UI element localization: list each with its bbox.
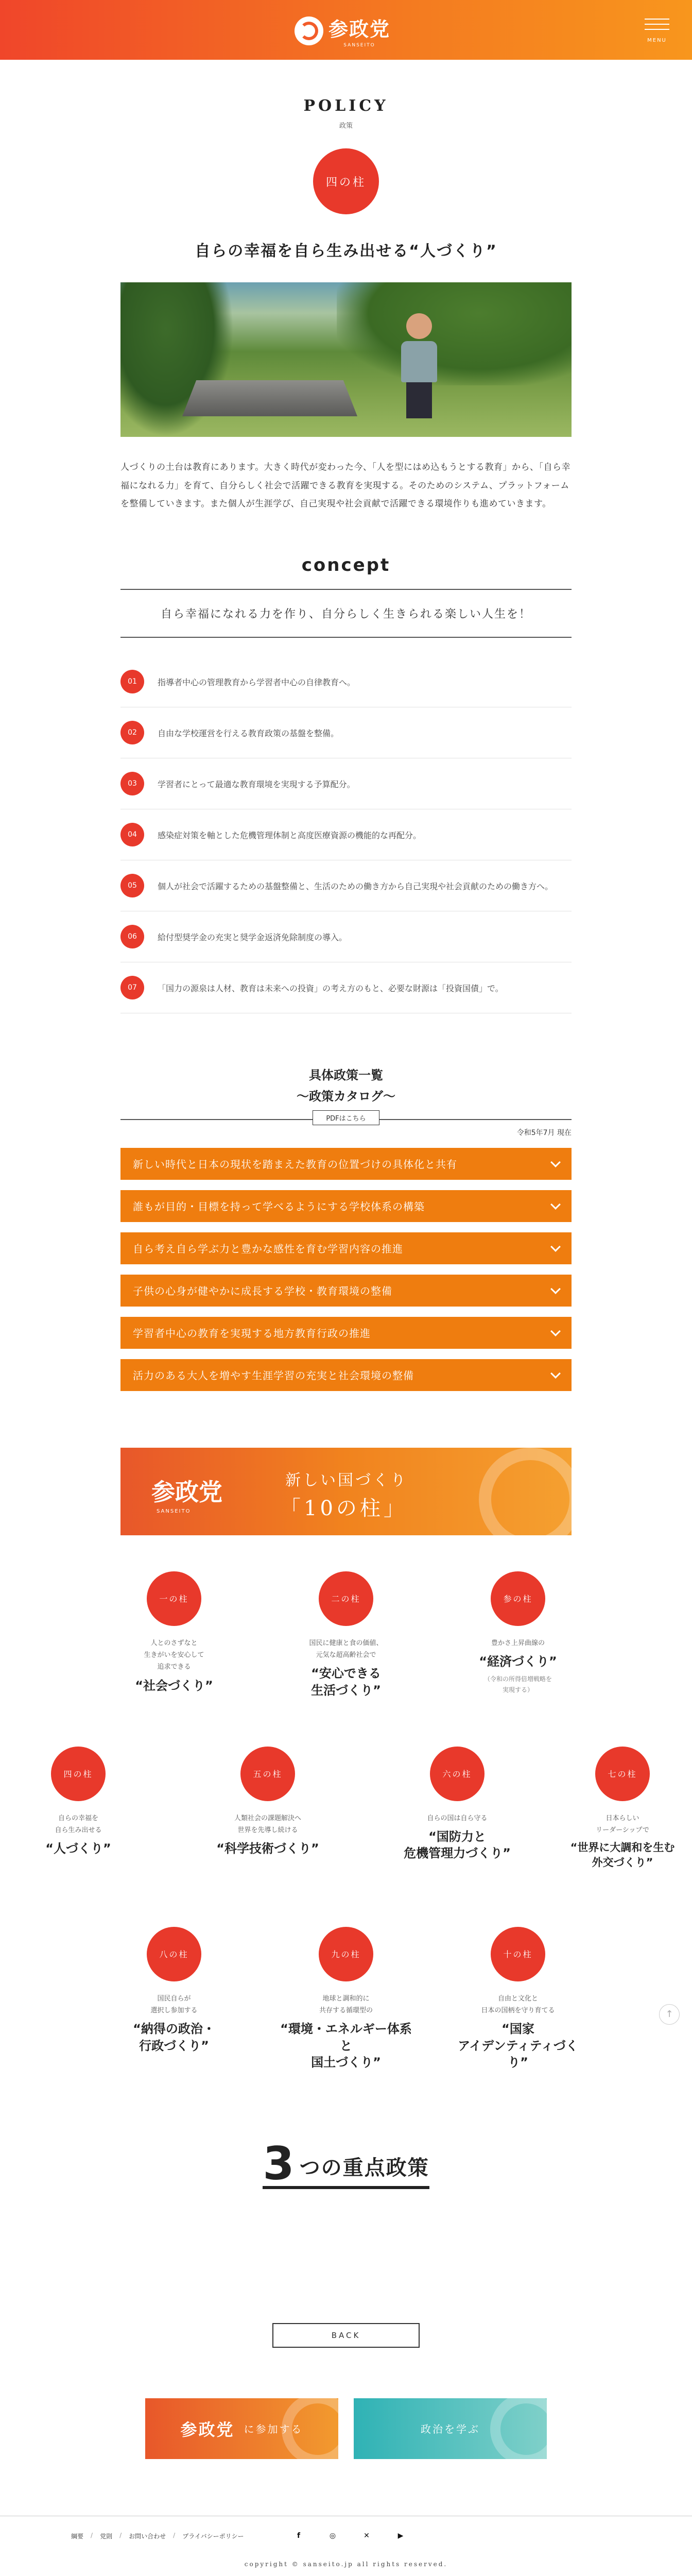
number-badge: 05 — [120, 874, 144, 897]
hamburger-icon — [645, 19, 669, 20]
site-header — [0, 0, 692, 60]
cta-logo: 参政党 — [180, 2419, 235, 2439]
pillar-card[interactable]: 一の柱 人とのさずなと 生きがいを安心して 追求できる “社会づくり” — [107, 1571, 241, 1694]
scroll-to-top-button[interactable] — [659, 2004, 680, 2025]
date-note: 令和5年7月 現在 — [516, 1128, 572, 1137]
pillar-card[interactable]: 五の柱 人類社会の課題解決へ 世界を先導し続ける “科学技術づくり” — [201, 1747, 335, 1857]
cta-row — [0, 2398, 692, 2459]
list-item-text: 指導者中心の管理教育から学習者中心の自律教育へ。 — [158, 677, 356, 688]
policy-accordion — [120, 1148, 572, 1391]
phoenix-mark-icon — [490, 2398, 547, 2459]
menu-label: MENU — [647, 38, 667, 43]
footer-link[interactable]: 綱要 — [71, 2532, 84, 2540]
menu-button[interactable] — [645, 19, 669, 44]
footer-link[interactable]: お問い合わせ — [129, 2532, 166, 2540]
logo-sub: SANSEITO — [343, 43, 375, 48]
page-subtitle: 政策 — [339, 122, 353, 130]
join-party-button[interactable]: 参政党 に参加する — [145, 2398, 338, 2459]
banner-logo: 参政党 — [151, 1478, 222, 1506]
list-item-text: 給付型奨学金の充実と奨学金返済免除制度の導入。 — [158, 933, 348, 943]
chevron-down-icon — [550, 1242, 561, 1252]
chevron-down-icon — [550, 1199, 561, 1210]
concept-list — [120, 656, 572, 1013]
banner-line2: 「10の柱」 — [280, 1496, 407, 1520]
ten-pillars-banner[interactable] — [120, 1448, 572, 1535]
catalog-title: 具体政策一覧 〜政策カタログ〜 — [297, 1068, 395, 1104]
pillar-card[interactable]: 六の柱 自らの国は自ら守る “国防力と 危機管理力づくり” — [390, 1747, 524, 1862]
list-item-text: 感染症対策を軸とした危機管理体制と高度医療資源の機能的な再配分。 — [158, 831, 422, 841]
site-footer — [0, 2516, 692, 2576]
number-badge: 03 — [120, 772, 144, 795]
list-item — [120, 656, 572, 707]
number-badge: 06 — [120, 925, 144, 948]
concept-title: concept — [301, 555, 391, 576]
concept-lead: 自ら幸福になれる力を作り、自分らしく生きられる楽しい人生を！ — [120, 589, 572, 638]
key-policies-heading[interactable]: 3 つの重点政策 — [263, 2137, 429, 2190]
pillar-card[interactable]: 四の柱 自らの幸福を 自ら生み出せる “人づくり” — [11, 1747, 145, 1857]
list-item-text: 自由な学校運営を行える教育政策の基盤を整備。 — [158, 728, 339, 739]
list-item — [120, 809, 572, 860]
footer-links: 綱要 / 党則 / お問い合わせ / プライバシーポリシー — [71, 2531, 244, 2540]
number-badge: 07 — [120, 976, 144, 999]
accordion-item[interactable]: 新しい時代と日本の現状を踏まえた教育の位置づけの具体化と共有 — [120, 1148, 572, 1180]
list-item — [120, 911, 572, 962]
pillars-grid — [0, 1571, 692, 2087]
section-heading: 自らの幸福を自ら生み出せる“人づくり” — [195, 242, 497, 260]
arrow-up-icon: ↑ — [665, 2009, 673, 2020]
banner-logo-sub: SANSEITO — [157, 1508, 191, 1514]
page-title: POLICY — [303, 97, 389, 115]
accordion-item[interactable]: 自ら考え自ら学ぶ力と豊かな感性を育む学習内容の推進 — [120, 1232, 572, 1264]
accordion-item[interactable]: 活力のある大人を増やす生涯学習の充実と社会環境の整備 — [120, 1359, 572, 1391]
accordion-item[interactable]: 誰もが目的・目標を持って学べるようにする学校体系の構築 — [120, 1190, 572, 1222]
list-item — [120, 707, 572, 758]
accordion-item[interactable]: 学習者中心の教育を実現する地方教育行政の推進 — [120, 1317, 572, 1349]
hero-image — [120, 282, 572, 437]
banner-line1: 新しい国づくり — [285, 1471, 408, 1489]
list-item — [120, 860, 572, 911]
number-badge: 01 — [120, 670, 144, 693]
chevron-down-icon — [550, 1326, 561, 1336]
pillar-card[interactable]: 七の柱 日本らしい リーダーシップで “世界に大調和を生む 外交づくり” — [553, 1747, 692, 1870]
intro-text: 人づくりの土台は教育にあります。大きく時代が変わった今、「人を型にはめ込もうとする教育」から、「自ら幸福になれる力」を育て、自分らしく社会で活躍できる教育を実現する。そのためのシステム、プラットフォームを整備していきます。また個人が生涯学び、自己実現や社会貢献で活躍できる環境作りも進めていきます。 — [120, 462, 570, 510]
youtube-icon[interactable]: ▶ — [397, 2531, 404, 2540]
social-links — [293, 2531, 406, 2541]
footer-link[interactable]: 党則 — [100, 2532, 113, 2540]
pillar-card[interactable]: 二の柱 国民に健康と食の価値、 元気な超高齢社会で “安心できる 生活づくり” — [279, 1571, 413, 1699]
pillar-card[interactable]: 十の柱 自由と文化と 日本の国柄を守り育てる “国家 アイデンティティづくり” — [451, 1927, 585, 2071]
pillar-badge: 四の柱 — [313, 148, 379, 214]
site-logo[interactable] — [295, 13, 390, 48]
chevron-down-icon — [550, 1157, 561, 1167]
back-button[interactable]: BACK — [272, 2323, 420, 2348]
phoenix-mark-icon — [282, 2398, 338, 2459]
logo-text: 参政党 — [328, 18, 391, 41]
pillar-card[interactable]: 八の柱 国民自らが 選択し参加する “納得の政治・ 行政づくり” — [107, 1927, 241, 2055]
party-logo-icon — [295, 16, 323, 45]
list-item-text: 「国力の源泉は人材、教育は未来への投資」の考え方のもと、必要な財源は「投資国債」で。 — [158, 984, 504, 994]
number-badge: 02 — [120, 721, 144, 744]
instagram-icon[interactable]: ◎ — [329, 2531, 336, 2540]
copyright: copyright © sanseito.jp all rights reserved. — [244, 2560, 448, 2568]
pillar-card[interactable]: 九の柱 地球と調和的に 共存する循環型の “環境・エネルギー体系と 国土づくり” — [279, 1927, 413, 2071]
number-badge: 04 — [120, 823, 144, 846]
learn-politics-button[interactable]: 政治を学ぶ — [354, 2398, 547, 2459]
pillar-card[interactable]: 参の柱 豊かさ上昇曲線の “経済づくり” （令和の所得倍増戦略を 実現する） — [451, 1571, 585, 1696]
phoenix-mark-icon — [479, 1448, 572, 1535]
pdf-download-button[interactable]: PDFはこちら — [313, 1110, 379, 1125]
accordion-item[interactable]: 子供の心身が健やかに成長する学校・教育環境の整備 — [120, 1275, 572, 1307]
list-item — [120, 962, 572, 1013]
list-item — [120, 758, 572, 809]
chevron-down-icon — [550, 1368, 561, 1379]
footer-link[interactable]: プライバシーポリシー — [182, 2532, 244, 2540]
chevron-down-icon — [550, 1284, 561, 1294]
x-icon[interactable]: ✕ — [364, 2531, 370, 2540]
facebook-icon[interactable]: f — [297, 2531, 301, 2540]
list-item-text: 学習者にとって最適な教育環境を実現する予算配分。 — [158, 779, 355, 790]
list-item-text: 個人が社会で活躍するための基盤整備と、生活のための働き方から自己実現や社会貢献のための働き方へ。 — [158, 882, 553, 892]
